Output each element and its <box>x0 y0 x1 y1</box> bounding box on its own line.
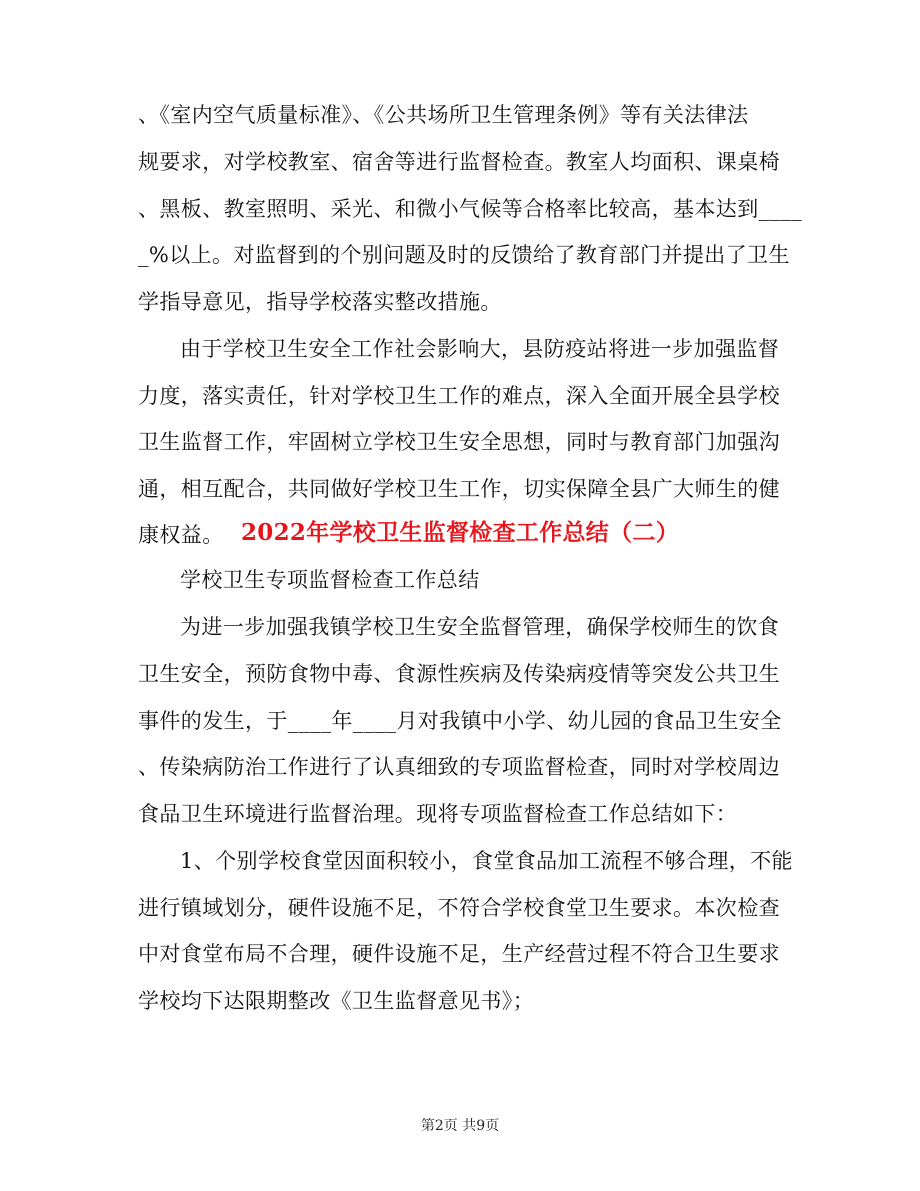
section-line-5: 、传染病防治工作进行了认真细致的专项监督检查，同时对学校周边 <box>138 755 780 779</box>
body-line-9: 通，相互配合，共同做好学校卫生工作，切实保障全县广大师生的健 <box>138 477 780 501</box>
body-line-3: 、黑板、教室照明、采光、和微小气候等合格率比较高，基本达到____ <box>138 197 803 221</box>
section-title: 2022年学校卫生监督检查工作总结（二） <box>240 519 679 546</box>
body-line-10: 康权益。 <box>138 523 224 547</box>
section-line-7: 1、个别学校食堂因面积较小，食堂食品加工流程不够合理，不能 <box>180 849 793 873</box>
body-line-8: 卫生监督工作，牢固树立学校卫生安全思想，同时与教育部门加强沟 <box>138 430 780 454</box>
page-number-footer: 第2页 共9页 <box>420 1118 500 1134</box>
body-line-7: 力度，落实责任，针对学校卫生工作的难点，深入全面开展全县学校 <box>138 384 780 408</box>
section-line-4: 事件的发生，于____年____月对我镇中小学、幼儿园的食品卫生安全 <box>138 709 782 733</box>
section-line-8: 进行镇域划分，硬件设施不足，不符合学校食堂卫生要求。本次检查 <box>138 896 780 920</box>
body-line-5: 学指导意见，指导学校落实整改措施。 <box>138 290 502 314</box>
body-line-1: 、《室内空气质量标准》、《公共场所卫生管理条例》等有关法律法 <box>138 103 749 127</box>
body-line-2: 规要求，对学校教室、宿舍等进行监督检查。教室人均面积、课桌椅 <box>138 150 780 174</box>
section-line-9: 中对食堂布局不合理，硬件设施不足，生产经营过程不符合卫生要求 <box>138 942 780 966</box>
section-line-6: 食品卫生环境进行监督治理。现将专项监督检查工作总结如下： <box>138 802 738 826</box>
body-line-4: _%以上。对监督到的个别问题及时的反馈给了教育部门并提出了卫生 <box>138 243 790 267</box>
section-line-2: 为进一步加强我镇学校卫生安全监督管理，确保学校师生的饮食 <box>180 615 780 639</box>
section-line-3: 卫生安全，预防食物中毒、食源性疾病及传染病疫情等突发公共卫生 <box>138 662 780 686</box>
section-line-10: 学校均下达限期整改《卫生监督意见书》； <box>138 989 535 1013</box>
section-subtitle: 学校卫生专项监督检查工作总结 <box>180 568 480 592</box>
body-line-6: 由于学校卫生安全工作社会影响大，县防疫站将进一步加强监督 <box>180 337 780 361</box>
